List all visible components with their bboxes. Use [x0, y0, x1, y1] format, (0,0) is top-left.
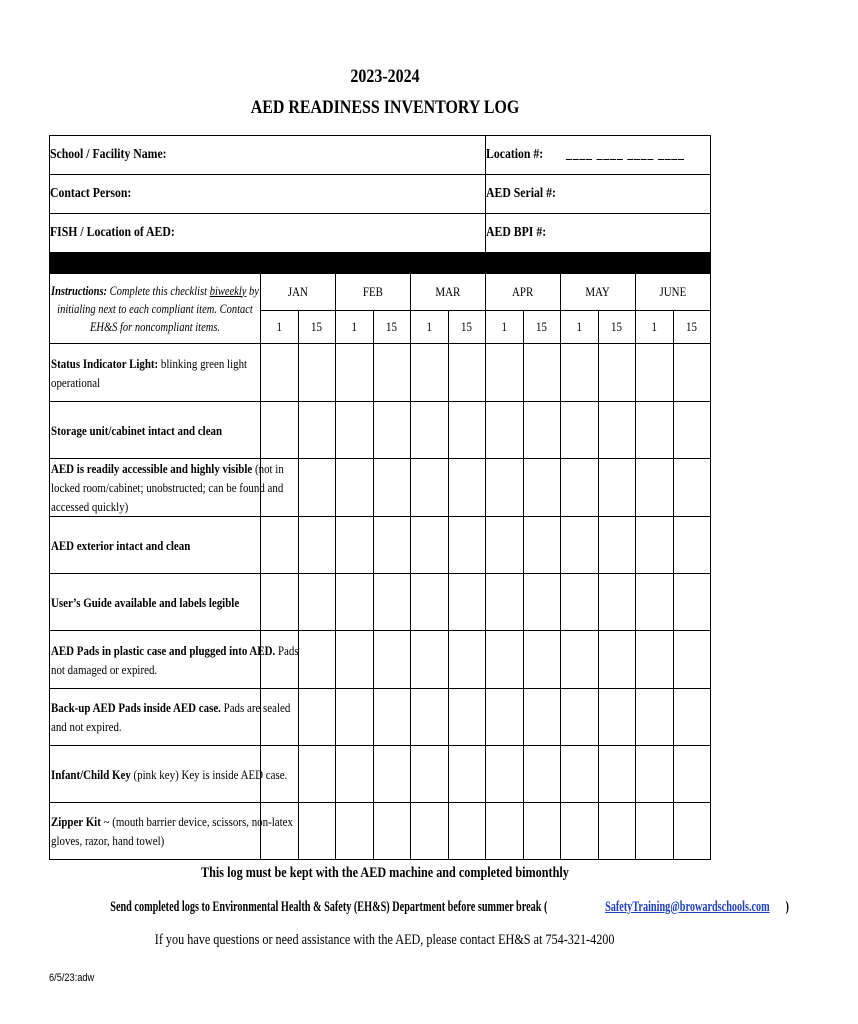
initial-cell[interactable] — [561, 574, 599, 631]
initial-cell[interactable] — [523, 459, 561, 517]
initial-cell[interactable] — [523, 803, 561, 860]
month-header-june: JUNE — [636, 274, 711, 311]
initial-cell[interactable] — [561, 631, 599, 689]
initial-cell[interactable] — [673, 746, 711, 803]
initial-cell[interactable] — [411, 574, 449, 631]
initial-cell[interactable] — [411, 402, 449, 459]
day-header: 1 — [261, 311, 299, 344]
checklist-row — [50, 402, 711, 459]
month-header-apr: APR — [486, 274, 561, 311]
initial-cell[interactable] — [411, 803, 449, 860]
initial-cell[interactable] — [561, 344, 599, 402]
day-header: 1 — [486, 311, 524, 344]
day-header: 15 — [373, 311, 411, 344]
location-field[interactable]: Location #: ____ ____ ____ ____ — [486, 136, 711, 175]
checklist-row — [50, 344, 711, 402]
initial-cell[interactable] — [598, 689, 636, 746]
initial-cell[interactable] — [523, 402, 561, 459]
checklist-item-label: AED Pads in plastic case and plugged into AED. Pads not damaged or expired. — [50, 631, 261, 689]
inventory-log-table — [49, 135, 711, 860]
initial-cell[interactable] — [598, 459, 636, 517]
checklist-item-label: AED is readily accessible and highly visible (not in locked room/cabinet; unobstructed; can be found and accessed quickly) — [50, 459, 261, 517]
initial-cell[interactable] — [298, 574, 336, 631]
initial-cell[interactable] — [636, 402, 674, 459]
initial-cell[interactable] — [373, 689, 411, 746]
initial-cell[interactable] — [598, 803, 636, 860]
month-header-mar: MAR — [411, 274, 486, 311]
day-header: 15 — [598, 311, 636, 344]
initial-cell[interactable] — [636, 574, 674, 631]
initial-cell[interactable] — [336, 689, 374, 746]
checklist-item-label: Status Indicator Light: blinking green light operational — [50, 344, 261, 402]
initial-cell[interactable] — [673, 402, 711, 459]
checklist-row — [50, 631, 711, 689]
doc-title: AED READINESS INVENTORY LOG — [250, 97, 520, 118]
initial-cell[interactable] — [561, 402, 599, 459]
initial-cell[interactable] — [448, 344, 486, 402]
location-blanks: ____ ____ ____ ____ — [566, 147, 685, 162]
initial-cell[interactable] — [336, 803, 374, 860]
month-header-jan: JAN — [261, 274, 336, 311]
serial-field[interactable]: AED Serial #: — [486, 175, 711, 214]
initial-cell[interactable] — [411, 459, 449, 517]
initial-cell[interactable] — [636, 631, 674, 689]
checklist-item-label: Storage unit/cabinet intact and clean — [50, 402, 261, 459]
initial-cell[interactable] — [373, 746, 411, 803]
initial-cell[interactable] — [298, 631, 336, 689]
initial-cell[interactable] — [673, 574, 711, 631]
initial-cell[interactable] — [523, 574, 561, 631]
checklist-row — [50, 574, 711, 631]
bpi-field[interactable]: AED BPI #: — [486, 214, 711, 253]
initial-cell[interactable] — [298, 402, 336, 459]
initial-cell[interactable] — [411, 631, 449, 689]
email-link[interactable]: SafetyTraining@browardschools.com — [604, 899, 770, 915]
initial-cell[interactable] — [598, 746, 636, 803]
checklist-row — [50, 459, 711, 517]
month-header-feb: FEB — [336, 274, 411, 311]
footer-contact-note: If you have questions or need assistance with the AED, please contact EH&S at 754-321-4200 — [155, 932, 615, 948]
initial-cell[interactable] — [486, 574, 524, 631]
initial-cell[interactable] — [598, 517, 636, 574]
initial-cell[interactable] — [336, 459, 374, 517]
initial-cell[interactable] — [523, 344, 561, 402]
initial-cell[interactable] — [673, 803, 711, 860]
initial-cell[interactable] — [298, 803, 336, 860]
initial-cell[interactable] — [561, 803, 599, 860]
day-header: 15 — [298, 311, 336, 344]
initial-cell[interactable] — [598, 574, 636, 631]
month-header-may: MAY — [561, 274, 636, 311]
checklist-row — [50, 517, 711, 574]
contact-field[interactable]: Contact Person: — [50, 175, 486, 214]
initial-cell[interactable] — [298, 459, 336, 517]
initial-cell[interactable] — [298, 746, 336, 803]
revision-code: 6/5/23:adw — [49, 972, 95, 984]
initial-cell[interactable] — [486, 344, 524, 402]
initial-cell[interactable] — [523, 517, 561, 574]
initial-cell[interactable] — [336, 631, 374, 689]
initial-cell[interactable] — [486, 517, 524, 574]
initial-cell[interactable] — [486, 402, 524, 459]
initial-cell[interactable] — [411, 746, 449, 803]
initial-cell[interactable] — [561, 517, 599, 574]
initial-cell[interactable] — [373, 459, 411, 517]
initial-cell[interactable] — [561, 459, 599, 517]
initial-cell[interactable] — [486, 631, 524, 689]
checklist-item-label: AED exterior intact and clean — [50, 517, 261, 574]
initial-cell[interactable] — [373, 631, 411, 689]
initial-cell[interactable] — [486, 803, 524, 860]
day-header: 15 — [673, 311, 711, 344]
initial-cell[interactable] — [336, 574, 374, 631]
checklist-row — [50, 746, 711, 803]
initial-cell[interactable] — [373, 574, 411, 631]
school-field[interactable]: School / Facility Name: — [50, 136, 486, 175]
initial-cell[interactable] — [448, 574, 486, 631]
initial-cell[interactable] — [636, 803, 674, 860]
initial-cell[interactable] — [411, 517, 449, 574]
day-header: 15 — [448, 311, 486, 344]
initial-cell[interactable] — [673, 631, 711, 689]
initial-cell[interactable] — [673, 459, 711, 517]
initial-cell[interactable] — [598, 344, 636, 402]
initial-cell[interactable] — [636, 344, 674, 402]
initial-cell[interactable] — [448, 746, 486, 803]
initial-cell[interactable] — [373, 402, 411, 459]
initial-cell[interactable] — [561, 689, 599, 746]
initial-cell[interactable] — [298, 689, 336, 746]
initial-cell[interactable] — [486, 689, 524, 746]
initial-cell[interactable] — [673, 689, 711, 746]
footer-send-note: Send completed logs to Environmental Health & Safety (EH&S) Department before summer break ( SafetyTraining@browardschools.com ) — [110, 899, 789, 915]
initial-cell[interactable] — [336, 746, 374, 803]
initial-cell[interactable] — [411, 344, 449, 402]
initial-cell[interactable] — [636, 459, 674, 517]
initial-cell[interactable] — [523, 631, 561, 689]
instructions-text: Instructions: Complete this checklist biweekly by initialing next to each compliant item. Contact EH&S for noncompliant items. — [50, 274, 261, 344]
initial-cell[interactable] — [523, 689, 561, 746]
initial-cell[interactable] — [448, 803, 486, 860]
initial-cell[interactable] — [486, 746, 524, 803]
checklist-item-label: Back-up AED Pads inside AED case. Pads are sealed and not expired. — [50, 689, 261, 746]
day-header: 1 — [561, 311, 599, 344]
initial-cell[interactable] — [598, 402, 636, 459]
day-header: 1 — [336, 311, 374, 344]
initial-cell[interactable] — [336, 402, 374, 459]
doc-year: 2023-2024 — [350, 66, 420, 87]
initial-cell[interactable] — [336, 517, 374, 574]
initial-cell[interactable] — [636, 746, 674, 803]
day-header: 1 — [411, 311, 449, 344]
initial-cell[interactable] — [411, 689, 449, 746]
initial-cell[interactable] — [673, 517, 711, 574]
initial-cell[interactable] — [448, 459, 486, 517]
checklist-row — [50, 689, 711, 746]
initial-cell[interactable] — [561, 746, 599, 803]
initial-cell[interactable] — [448, 631, 486, 689]
checklist-item-label: Infant/Child Key (pink key) Key is inside AED case. — [50, 746, 261, 803]
initial-cell[interactable] — [636, 689, 674, 746]
day-header: 1 — [636, 311, 674, 344]
initial-cell[interactable] — [448, 402, 486, 459]
initial-cell[interactable] — [373, 344, 411, 402]
fish-location-field[interactable]: FISH / Location of AED: — [50, 214, 486, 253]
initial-cell[interactable] — [373, 517, 411, 574]
initial-cell[interactable] — [373, 803, 411, 860]
checklist-item-label: User’s Guide available and labels legible — [50, 574, 261, 631]
checklist-item-label: Zipper Kit ~ (mouth barrier device, scissors, non-latex gloves, razor, hand towel) — [50, 803, 261, 860]
initial-cell[interactable] — [486, 459, 524, 517]
initial-cell[interactable] — [298, 344, 336, 402]
section-divider — [50, 253, 711, 274]
initial-cell[interactable] — [673, 344, 711, 402]
day-header: 15 — [523, 311, 561, 344]
footer-keep-note: This log must be kept with the AED machine and completed bimonthly — [201, 865, 569, 881]
initial-cell[interactable] — [336, 344, 374, 402]
initial-cell[interactable] — [448, 517, 486, 574]
initial-cell[interactable] — [298, 517, 336, 574]
checklist-row — [50, 803, 711, 860]
initial-cell[interactable] — [636, 517, 674, 574]
initial-cell[interactable] — [523, 746, 561, 803]
initial-cell[interactable] — [598, 631, 636, 689]
initial-cell[interactable] — [448, 689, 486, 746]
